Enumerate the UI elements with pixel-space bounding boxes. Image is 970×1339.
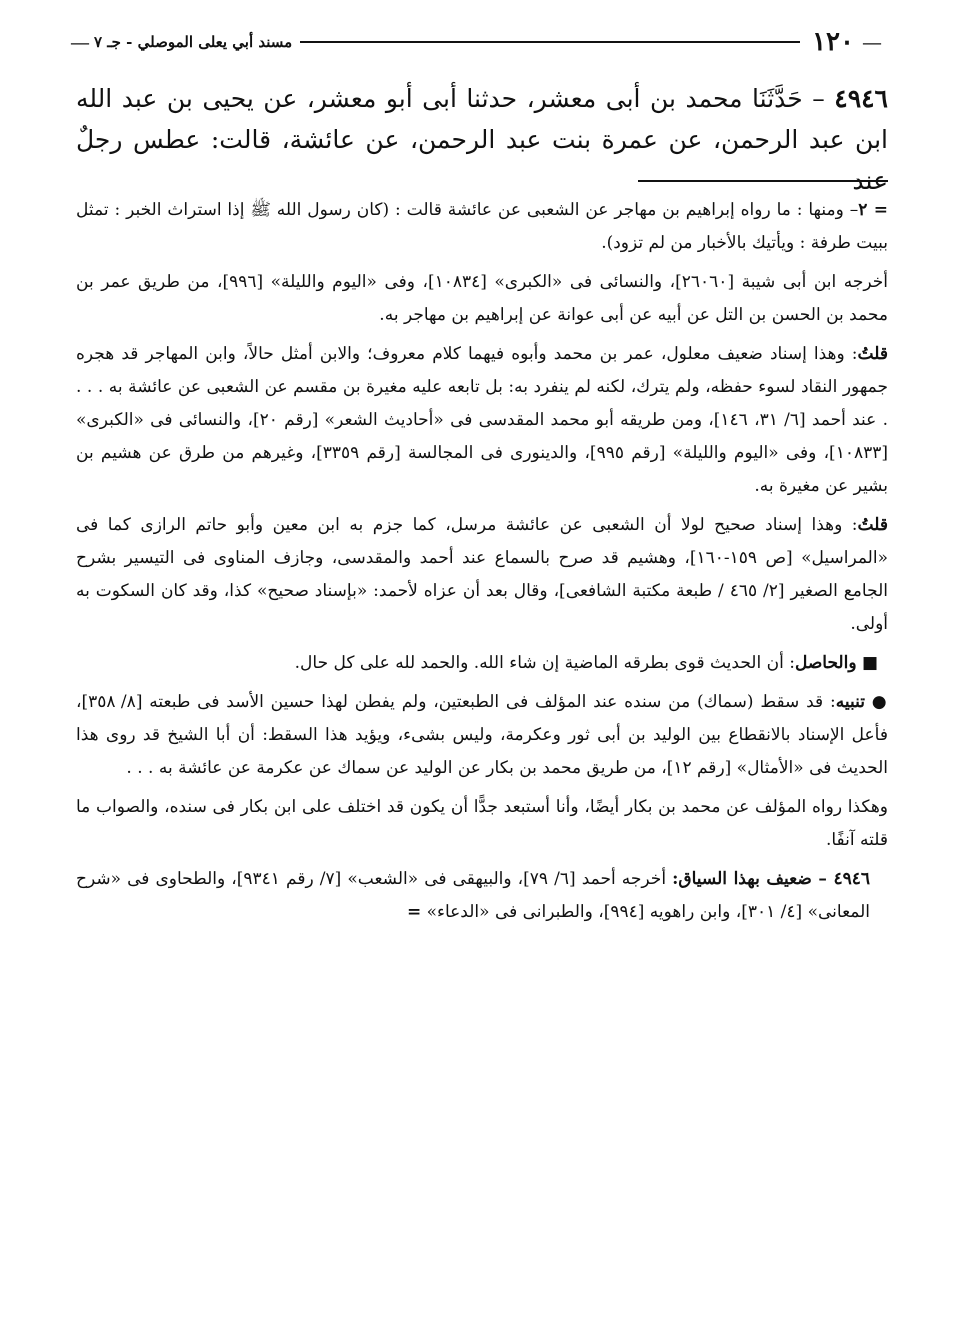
header-dash-left: —: [70, 30, 90, 54]
note-paragraph: وهكذا رواه المؤلف عن محمد بن بكار أيضًا، وأنا أستبعد جدًّا أن يكون قد اختلف على ابن بكار فى سنده، والصواب ما قلته آنفًا.: [76, 797, 888, 850]
note-text: : قد سقط (سماك) من سنده عند المؤلف فى الطبعتين، ولم يفطن لهذا حسين الأسد فى طبعته [٨/ ٣٥٨]، فأعل الإسناد بالانقطاع بين الوليد بن أبى ثور وعكرمة، وليس بشىء، ويؤيد هذا السقط: أن أبا الشيخ قد روى هذا الحديث فى «الأمثال» [رقم ١٢]، من طريق محمد بن بكار عن الوليد عن سماك عن عكرمة عن عائشة به . . .: [76, 692, 888, 778]
square-bullet-icon: ■: [861, 653, 878, 673]
note-paragraph: أخرجه ابن أبى شيبة [٢٦٠٦٠]، والنسائى فى «الكبرى» [١٠٨٣٤]، وفى «اليوم والليلة» [٩٩٦]، من طريق عمر بن محمد بن الحسن بن التل عن أبيه عن أبى عوانة عن إبراهيم بن مهاجر به.: [76, 272, 889, 325]
note-paragraph: [76, 509, 888, 641]
header-dash-right: —: [862, 30, 882, 54]
continuation-marker: = ٢: [858, 200, 888, 220]
hadith-separator: –: [802, 84, 835, 113]
footnotes: [76, 194, 888, 935]
hadith-text: [76, 78, 888, 201]
note-paragraph: [76, 863, 888, 929]
header-rule: [300, 41, 800, 43]
note-text: – ومنها : ما رواه إبراهيم بن مهاجر عن الشعبى عن عائشة قالت : (كان رسول الله ﷺ إذا استراث الخبر : تمثل ببيت طرفة : ويأتيك بالأخبار من لم تزود).: [76, 200, 888, 253]
circle-bullet-icon: ●: [871, 692, 889, 712]
note-lead: قلتُ: [857, 515, 888, 535]
note-text: أخرجه أحمد [٦/ ٧٩]، والبيهقى فى «الشعب» [٧/ رقم ٩٣٤١]، والطحاوى فى «شرح المعانى» [٤/ ٣٠١]، وابن راهويه [٩٩٤]، والطبرانى فى «الدعاء»: [76, 869, 870, 922]
hadith-number: ٤٩٤٦: [834, 84, 888, 113]
footnote-divider: [638, 180, 888, 182]
note-lead: والحاصل: [794, 653, 857, 673]
note-lead: قلتُ: [857, 344, 888, 364]
continuation-marker: =: [406, 902, 422, 922]
note-lead: ٤٩٤٦ – ضعيف بهذا السياق:: [672, 869, 870, 889]
hadith-body: حَدَّثَنَا محمد بن أبى معشر، حدثنا أبى أبو معشر، عن يحيى بن عبد الله ابن عبد الرحمن، عن عمرة بنت عبد الرحمن، عن عائشة، قالت: عطس رجلٌ عند: [76, 84, 888, 195]
page-number: ١٢٠: [812, 27, 854, 57]
page-header: [66, 22, 886, 62]
note-paragraph: [76, 647, 888, 680]
note-paragraph: [76, 338, 888, 503]
note-text: : أن الحديث قوى بطرقه الماضية إن شاء الله. والحمد لله على كل حال.: [294, 653, 795, 673]
note-paragraph: [76, 194, 888, 260]
note-paragraph: [76, 686, 888, 785]
running-title: مسند أبي يعلى الموصلي - جـ ٧: [94, 33, 293, 51]
note-text: : وهذا إسناد صحيح لولا أن الشعبى عن عائشة مرسل، كما جزم به ابن معين وأبو حاتم الرازى كما فى «المراسيل» [ص ١٥٩-١٦٠]، وهشيم قد صرح بالسماع عند أحمد والمقدسى، وجازف المناوى فى التيسير بشرح الجامع الصغير [٢/ ٤٦٥ / طبعة مكتبة الشافعى]، وقال بعد أن عزاه لأحمد: «بإسناد صحيح» كذا، وقد كان السكوت به أولى.: [76, 515, 888, 634]
note-lead: تنبيه: [835, 692, 865, 712]
note-text: : وهذا إسناد ضعيف معلول، عمر بن محمد وأبوه فيهما كلام معروف؛ والابن أمثل حالاً، وابن المهاجر قد هجره جمهور النقاد لسوء حفظه، ولم يترك، لكنه لم ينفرد به: بل تابعه عليه مغيرة بن مقسم عن الشعبى عن عائشة به . . . . عند أحمد [٦/ ٣١، ١٤٦]، ومن طريقه أبو محمد المقدسى فى «أحاديث الشعر» [رقم ٢٠]، والنسائى فى «الكبرى» [١٠٨٣٣]، وفى «اليوم والليلة» [رقم ٩٩٥]، والدينورى فى المجالسة [رقم ٣٣٥٩]، وغيرهم من طرق عن هشيم بن بشير عن مغيرة به.: [76, 344, 888, 496]
